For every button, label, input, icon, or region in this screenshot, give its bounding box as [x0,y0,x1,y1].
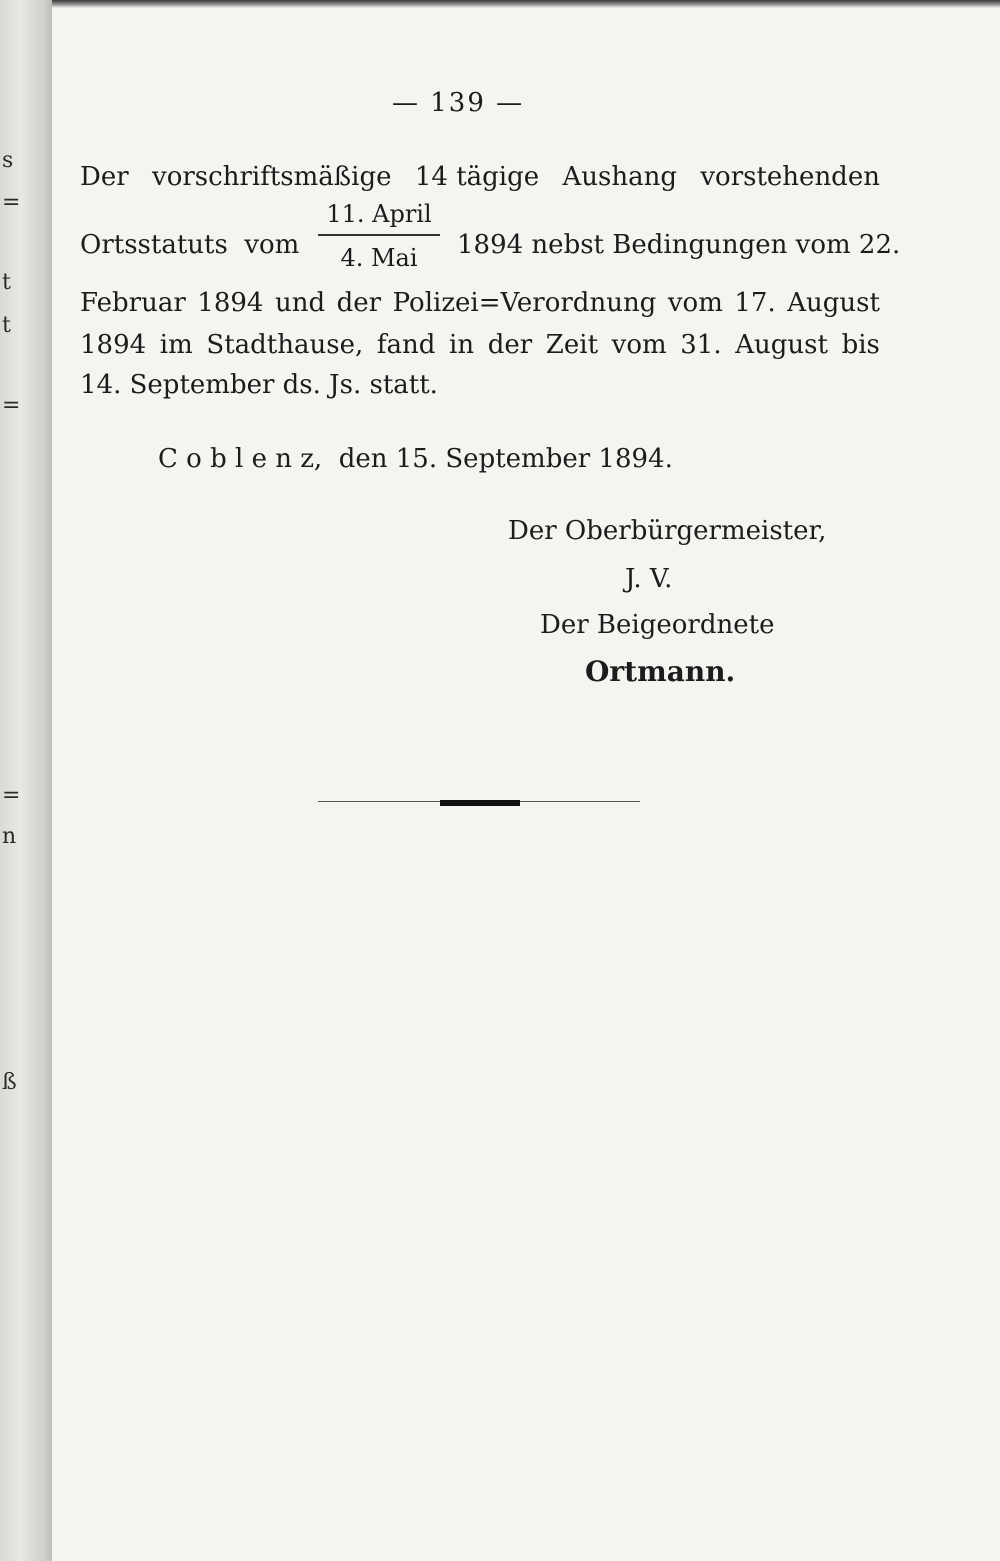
word: Aushang [562,162,677,192]
word: 17. [734,288,776,318]
word: Der [80,162,129,192]
word: August [787,288,880,318]
fraction-bar [318,234,440,236]
page-number: — 139 — [392,88,525,118]
word: 14 tägige [414,162,540,192]
margin-glyph: t [2,313,11,338]
paragraph-line-3 [80,290,880,316]
margin-glyph: t [2,270,11,295]
paragraph-line-2-end: 1894 nebst Bedingungen vom 22. [457,230,901,260]
dateline: C o b l e n z, den 15. September 1894. [158,444,673,474]
margin-glyph: s [2,148,14,173]
margin-glyph: = [2,393,21,418]
word: vom [667,288,723,318]
word: 1894 [197,288,264,318]
signature-abbreviation: J. V. [625,564,673,594]
word: August [735,330,828,360]
word: Zeit [545,330,599,360]
word: und [274,288,326,318]
word: bis [841,330,880,360]
word: fand [376,330,436,360]
facing-page-margin [0,0,52,1561]
margin-glyph: ß [2,1070,17,1095]
word: vorstehenden [700,162,880,192]
fraction-denominator: 4. Mai [340,243,418,272]
word: Polizei=Verordnung [392,288,657,318]
paragraph-line-1 [80,164,880,190]
closing-rule-right [520,801,640,802]
word: 31. [680,330,722,360]
fraction-numerator: 11. April [326,200,432,228]
word: der [336,288,382,318]
word: vom [611,330,667,360]
paragraph-line-4 [80,332,880,358]
word: Februar [80,288,186,318]
word: 1894 [80,330,147,360]
signature-title: Der Oberbürgermeister, [508,516,827,546]
word: in [449,330,475,360]
signature-role: Der Beigeordnete [540,610,775,640]
word: im [159,330,193,360]
word: Stadthause, [206,330,364,360]
word: vorschriftsmäßige [152,162,392,192]
closing-rule-left [318,801,440,802]
margin-glyph: = [2,190,21,215]
date-fraction [318,202,440,270]
closing-rule-center [440,800,520,806]
margin-glyph: n [2,824,17,849]
word: der [487,330,533,360]
margin-glyph: = [2,783,21,808]
paragraph-line-5: 14. September ds. Js. statt. [80,370,438,400]
paragraph-line-2-start: Ortsstatuts vom [80,230,300,260]
page-edge-shadow [0,0,1000,8]
signature-name: Ortmann. [585,655,736,688]
